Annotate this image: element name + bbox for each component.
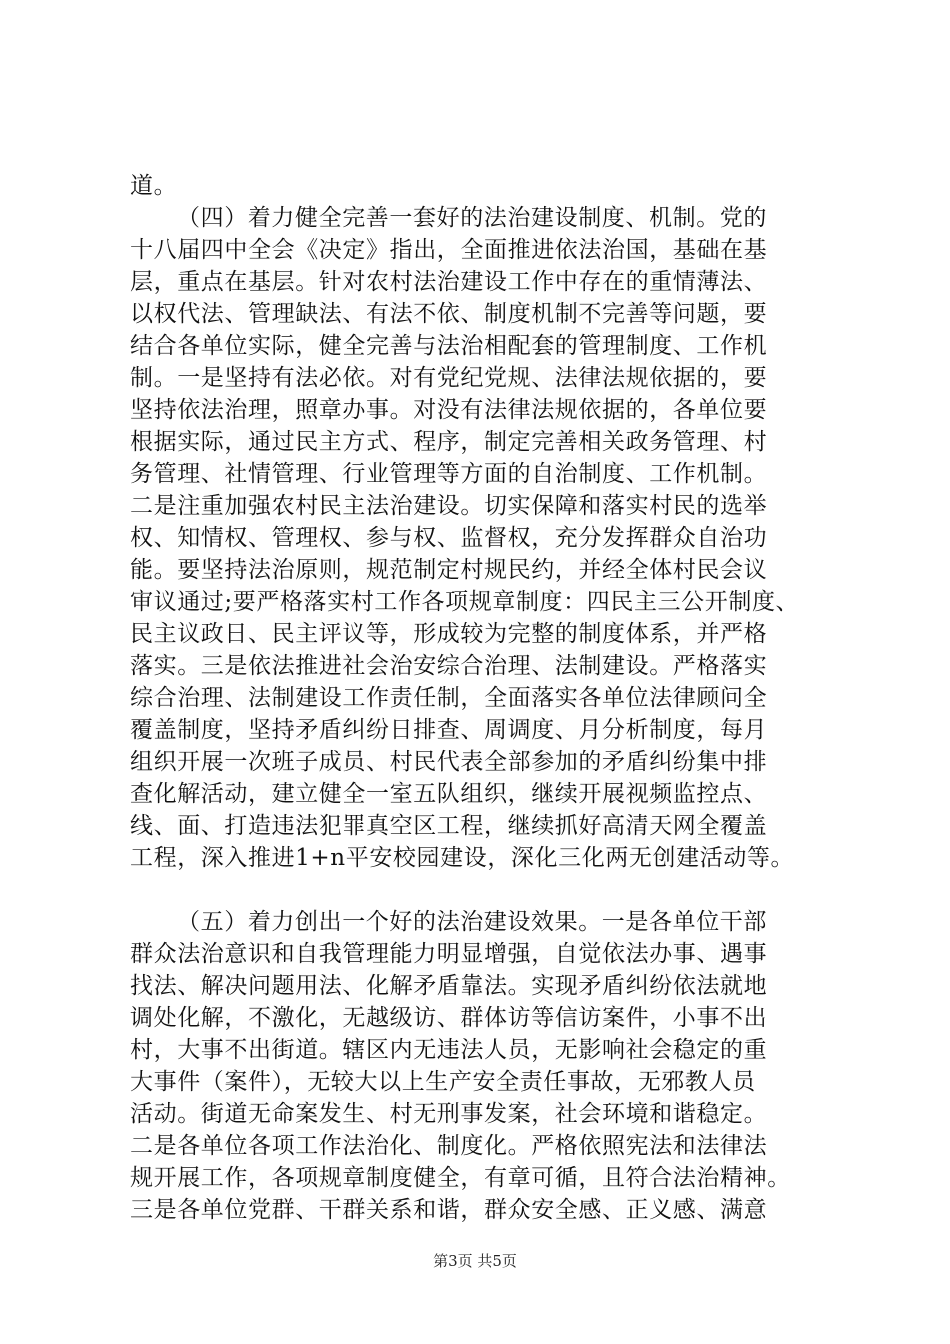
text-line: 规开展工作，各项规章制度健全，有章可循，且符合法治精神。 [130,1165,791,1191]
text-line: 十八届四中全会《决定》指出，全面推进依法治国，基础在基 [130,237,768,263]
text-line: 组织开展一次班子成员、村民代表全部参加的矛盾纠纷集中排 [130,749,768,775]
text-line: 民主议政日、民主评议等，形成较为完整的制度体系，并严格 [130,621,768,647]
text-line: 层，重点在基层。针对农村法治建设工作中存在的重情薄法、 [130,269,768,295]
page-number: 第3页 共5页 [433,1252,517,1270]
text-line: 三是各单位党群、干群关系和谐，群众安全感、正义感、满意 [130,1197,768,1223]
paragraph-continuation [130,170,830,202]
text-line: 结合各单位实际，健全完善与法治相配套的管理制度、工作机 [130,333,768,359]
text-line: 大事件（案件），无较大以上生产安全责任事故，无邪教人员 [130,1069,756,1095]
text-line: 坚持依法治理，照章办事。对没有法律法规依据的，各单位要 [130,397,768,423]
section-heading-line: （四）着力健全完善一套好的法治建设制度、机制。党的 [177,205,767,231]
text-line: 根据实际，通过民主方式、程序，制定完善相关政务管理、村 [130,429,768,455]
document-body [130,170,830,1226]
section-heading-line: （五）着力创出一个好的法治建设效果。一是各单位干部 [177,909,767,935]
text-line: 道。 [130,173,178,199]
section-4-paragraph [130,202,830,874]
text-line: 综合治理、法制建设工作责任制，全面落实各单位法律顾问全 [130,685,768,711]
text-line: 线、面、打造违法犯罪真空区工程，继续抓好高清天网全覆盖 [130,813,768,839]
text-line: 权、知情权、管理权、参与权、监督权，充分发挥群众自治功 [130,525,768,551]
page-footer [0,1251,950,1271]
text-line: 找法、解决问题用法、化解矛盾靠法。实现矛盾纠纷依法就地 [130,973,768,999]
text-line: 务管理、社情管理、行业管理等方面的自治制度、工作机制。 [130,461,768,487]
text-line: 以权代法、管理缺法、有法不依、制度机制不完善等问题，要 [130,301,768,327]
text-line: 工程，深入推进1+n平安校园建设，深化三化两无创建活动等。 [130,845,795,871]
text-line: 村，大事不出街道。辖区内无违法人员，无影响社会稳定的重 [130,1037,768,1063]
text-line: 制。一是坚持有法必依。对有党纪党规、法律法规依据的，要 [130,365,768,391]
paragraph-gap [130,874,830,906]
text-line: 群众法治意识和自我管理能力明显增强，自觉依法办事、遇事 [130,941,768,967]
section-5-paragraph [130,906,830,1226]
text-line: 调处化解，不激化，无越级访、群体访等信访案件，小事不出 [130,1005,768,1031]
text-line: 能。要坚持法治原则，规范制定村规民约，并经全体村民会议 [130,557,768,583]
text-line: 落实。三是依法推进社会治安综合治理、法制建设。严格落实 [130,653,768,679]
text-line: 二是注重加强农村民主法治建设。切实保障和落实村民的选举 [130,493,768,519]
text-line: 查化解活动，建立健全一室五队组织，继续开展视频监控点、 [130,781,768,807]
text-line: 二是各单位各项工作法治化、制度化。严格依照宪法和法律法 [130,1133,768,1159]
text-line: 活动。街道无命案发生、村无刑事发案，社会环境和谐稳定。 [130,1101,768,1127]
text-line: 覆盖制度，坚持矛盾纠纷日排查、周调度、月分析制度，每月 [130,717,768,743]
text-line: 审议通过;要严格落实村工作各项规章制度：四民主三公开制度、 [130,589,800,615]
